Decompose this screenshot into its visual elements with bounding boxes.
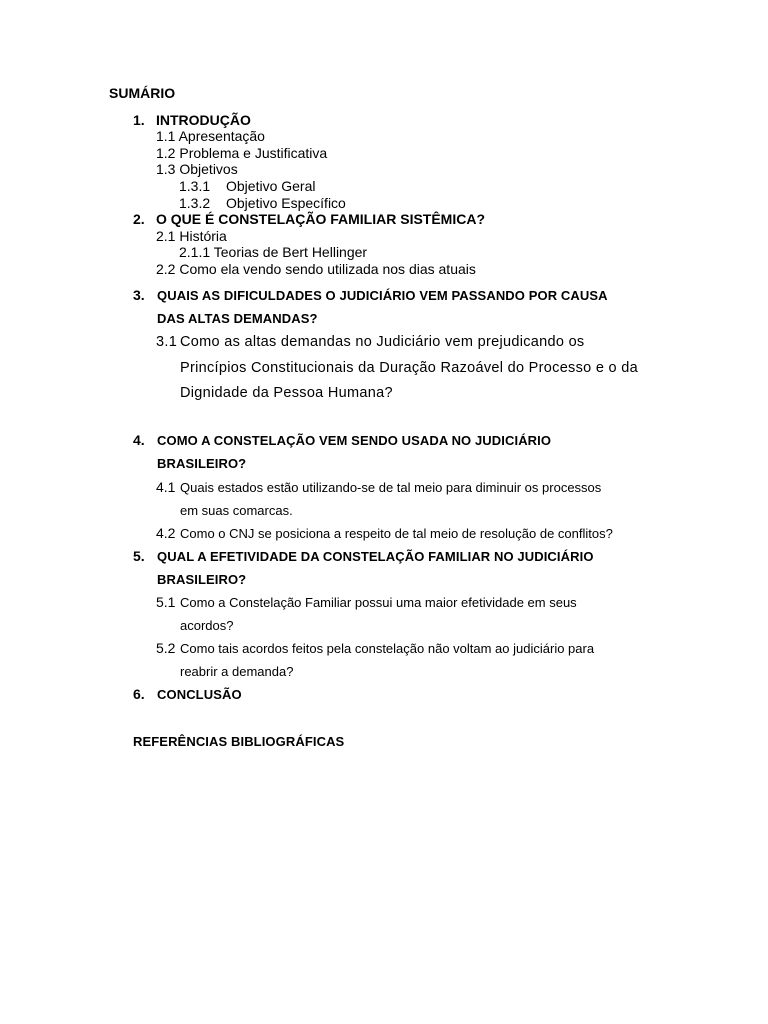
item-2-2: 2.2 Como ela vendo sendo utilizada nos dias atuais [156, 261, 476, 277]
item-5-2-number: 5.2 [156, 640, 176, 656]
item-1-2: 1.2 Problema e Justificativa [156, 145, 328, 161]
item-5-2-line-2: reabrir a demanda? [180, 664, 294, 679]
item-1-3-1-number: 1.3.1 [179, 178, 211, 194]
section-6-title: CONCLUSÃO [157, 687, 242, 702]
section-3-title-line-1: QUAIS AS DIFICULDADES O JUDICIÁRIO VEM PASSANDO POR CAUSA [157, 288, 608, 303]
item-3-1-line-2: Princípios Constitucionais da Duração Razoável do Processo e o da [180, 360, 638, 376]
section-4-title-line-1: COMO A CONSTELAÇÃO VEM SENDO USADA NO JUDICIÁRIO [157, 433, 552, 448]
item-3-1-number: 3.1 [156, 334, 178, 350]
section-1-title: INTRODUÇÃO [156, 112, 251, 128]
item-4-2-line-1: Como o CNJ se posiciona a respeito de tal meio de resolução de conflitos? [180, 526, 613, 541]
item-1-3-1-text: Objetivo Geral [226, 178, 316, 194]
section-5-title-line-1: QUAL A EFETIVIDADE DA CONSTELAÇÃO FAMILIAR NO JUDICIÁRIO [157, 549, 594, 564]
item-4-1-line-2: em suas comarcas. [180, 503, 293, 518]
section-2-title: O QUE É CONSTELAÇÃO FAMILIAR SISTÊMICA? [156, 211, 486, 227]
item-3-1-line-3: Dignidade da Pessoa Humana? [180, 385, 393, 401]
item-1-3: 1.3 Objetivos [156, 161, 238, 177]
section-2-number: 2. [133, 211, 145, 227]
item-2-1: 2.1 História [156, 228, 227, 244]
section-3-number: 3. [133, 287, 145, 303]
section-5-number: 5. [133, 548, 145, 564]
item-5-1-number: 5.1 [156, 594, 176, 610]
summary-heading: SUMÁRIO [109, 85, 176, 101]
item-5-1-line-2: acordos? [180, 618, 234, 633]
item-1-3-2-text: Objetivo Específico [226, 195, 346, 211]
item-4-1-line-1: Quais estados estão utilizando-se de tal meio para diminuir os processos [180, 480, 602, 495]
item-3-1-line-1: Como as altas demandas no Judiciário vem prejudicando os [180, 334, 585, 350]
section-1-number: 1. [133, 112, 145, 128]
section-4-number: 4. [133, 432, 145, 448]
section-3-title-line-2: DAS ALTAS DEMANDAS? [157, 311, 318, 326]
item-1-3-2-number: 1.3.2 [179, 195, 211, 211]
item-5-1-line-1: Como a Constelação Familiar possui uma maior efetividade em seus [180, 595, 577, 610]
section-5-title-line-2: BRASILEIRO? [157, 572, 247, 587]
item-2-1-1: 2.1.1 Teorias de Bert Hellinger [179, 244, 368, 260]
references-heading: REFERÊNCIAS BIBLIOGRÁFICAS [133, 734, 345, 749]
item-4-2-number: 4.2 [156, 525, 176, 541]
item-1-1: 1.1 Apresentação [156, 128, 265, 144]
item-5-2-line-1: Como tais acordos feitos pela constelação não voltam ao judiciário para [180, 641, 595, 656]
item-4-1-number: 4.1 [156, 479, 176, 495]
section-6-number: 6. [133, 686, 145, 702]
section-4-title-line-2: BRASILEIRO? [157, 456, 247, 471]
